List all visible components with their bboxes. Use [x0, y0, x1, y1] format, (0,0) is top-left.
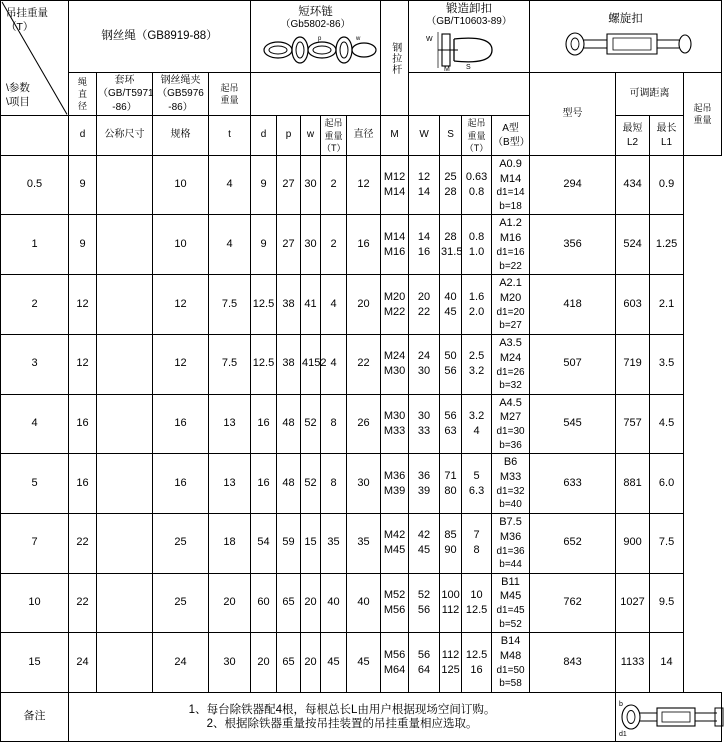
header-sym-lift1: t: [209, 116, 251, 155]
cell-rope-diameter: 12: [69, 275, 97, 335]
cell-shackle-W: 52 56: [409, 573, 440, 633]
cell-shackle-S: 28 31.5: [440, 215, 462, 275]
corner-header-weight: 吊挂重量（T）: [6, 7, 48, 33]
cell-rope-clip: 12: [153, 275, 209, 335]
screw-model-dims: d1=32 b=40: [496, 485, 525, 511]
cell-L2: 294: [530, 155, 616, 215]
cell-thimble: [97, 573, 153, 633]
cell-rod-diameter: 26: [347, 394, 381, 454]
cell-hang-weight: 3: [1, 334, 69, 394]
cell-screw-lift: 14: [650, 633, 684, 693]
turnbuckle-detail-icon: [617, 694, 725, 740]
cell-shackle-S: 50 56: [440, 334, 462, 394]
cell-chain-t: 9: [251, 215, 277, 275]
cell-chain-lift: 8: [321, 394, 347, 454]
screw-model-name: B14 M48: [499, 635, 522, 663]
cell-shackle-lift: 1.6 2.0: [462, 275, 492, 335]
header-wire-rope-group: 钢丝绳（GB8919-88）: [69, 1, 251, 73]
footer-note-2: 2、根据除铁器重量按吊挂装置的吊挂重量相应选取。: [206, 717, 478, 730]
header-row-subgroups: [1, 72, 722, 116]
cell-shackle-lift: 10 12.5: [462, 573, 492, 633]
cell-shackle-lift: 3.2 4: [462, 394, 492, 454]
cell-rod-diameter: 20: [347, 275, 381, 335]
header-rope-diameter: 绳 直 径: [69, 72, 97, 116]
cell-shackle-S: 85 90: [440, 513, 462, 573]
cell-shackle-lift: 7 8: [462, 513, 492, 573]
cell-shackle-W: 36 39: [409, 454, 440, 514]
svg-text:p: p: [317, 35, 321, 42]
cell-shackle-S: 71 80: [440, 454, 462, 514]
svg-text:d1: d1: [619, 730, 627, 738]
cell-rod-diameter: 16: [347, 215, 381, 275]
cell-chain-lift: 4: [321, 275, 347, 335]
header-turnbuckle-group: 螺旋扣: [530, 1, 722, 73]
footer-note-1: 1、每台除铁器配4根，每根总长L由用户根据现场空间订购。: [188, 703, 496, 716]
cell-shackle-M: M12 M14: [381, 155, 409, 215]
cell-rope-lift: 13: [209, 394, 251, 454]
header-sym-rod-dia: 直径: [347, 116, 381, 155]
screw-model-name: A2.1 M20: [499, 277, 522, 305]
cell-shackle-lift: 12.5 16: [462, 633, 492, 693]
cell-chain-p: 30: [301, 215, 321, 275]
screw-model-name: A3.5 M24: [499, 336, 522, 364]
chain-link-icon: [256, 32, 376, 68]
cell-rope-diameter: 16: [69, 454, 97, 514]
cell-shackle-M: M52 M56: [381, 573, 409, 633]
cell-chain-t: 54: [251, 513, 277, 573]
cell-chain-t: 9: [251, 155, 277, 215]
header-forged-shackle-group: 锻造卸扣 （GB/T10603-89） W S M: [409, 1, 530, 73]
screw-model-dims: d1=26 b=32: [496, 366, 525, 392]
footer-row: [1, 692, 722, 741]
cell-rope-lift: 13: [209, 454, 251, 514]
table-row: [1, 215, 722, 275]
header-sym-nominal: 公称尺寸: [97, 116, 153, 155]
cell-shackle-S: 25 28: [440, 155, 462, 215]
cell-L1: 603: [616, 275, 650, 335]
cell-rope-lift: 4: [209, 155, 251, 215]
header-short-chain-group: 短环链 （Gb5802-86） p w: [251, 1, 381, 73]
header-sym-M: M: [381, 116, 409, 155]
cell-screw-lift: 7.5: [650, 513, 684, 573]
cell-chain-t: 12.5: [251, 275, 277, 335]
cell-chain-t: 12.5: [251, 334, 277, 394]
cell-shackle-M: M30 M33: [381, 394, 409, 454]
cell-rope-diameter: 16: [69, 394, 97, 454]
cell-L1: 524: [616, 215, 650, 275]
cell-shackle-S: 56 63: [440, 394, 462, 454]
cell-chain-p: 41: [301, 275, 321, 335]
cell-thimble: [97, 633, 153, 693]
header-sym-chain-d: d: [251, 116, 277, 155]
cell-chain-d: 38: [277, 275, 301, 335]
cell-chain-lift: 35: [321, 513, 347, 573]
cell-L2: 652: [530, 513, 616, 573]
cell-hang-weight: 4: [1, 394, 69, 454]
cell-shackle-S: 100 112: [440, 573, 462, 633]
cell-rope-clip: 16: [153, 454, 209, 514]
cell-chain-p: 20: [301, 573, 321, 633]
cell-screw-model: [492, 573, 530, 633]
screw-model-dims: d1=50 b=58: [496, 664, 525, 690]
cell-screw-lift: 3.5: [650, 334, 684, 394]
cell-rope-diameter: 12: [69, 334, 97, 394]
cell-hang-weight: 1: [1, 215, 69, 275]
cell-screw-model: [492, 454, 530, 514]
cell-screw-lift: 9.5: [650, 573, 684, 633]
svg-text:W: W: [426, 35, 433, 43]
cell-thimble: [97, 155, 153, 215]
corner-header-items: \参数 \项目: [6, 82, 30, 108]
cell-shackle-W: 14 16: [409, 215, 440, 275]
cell-chain-d: 48: [277, 394, 301, 454]
cell-chain-p: 4152: [301, 334, 321, 394]
cell-hang-weight: 5: [1, 454, 69, 514]
table-row: [1, 155, 722, 215]
cell-shackle-W: 20 22: [409, 275, 440, 335]
cell-L1: 1133: [616, 633, 650, 693]
svg-text:w: w: [355, 35, 360, 42]
screw-model-name: A0.9 M14: [499, 157, 522, 185]
cell-L1: 900: [616, 513, 650, 573]
cell-screw-model: [492, 155, 530, 215]
header-symbol-blank: [1, 116, 69, 155]
header-sym-L1: 最长 L1: [650, 116, 684, 155]
screw-model-dims: d1=20 b=27: [496, 306, 525, 332]
header-chain-image-spacer: [251, 72, 381, 116]
cell-shackle-M: M36 M39: [381, 454, 409, 514]
cell-chain-lift: 45: [321, 633, 347, 693]
cell-shackle-lift: 2.5 3.2: [462, 334, 492, 394]
cell-chain-lift: 2: [321, 155, 347, 215]
cell-rod-diameter: 12: [347, 155, 381, 215]
screw-model-name: B6 M33: [499, 456, 522, 484]
cell-screw-lift: 4.5: [650, 394, 684, 454]
header-model: 型号: [530, 72, 616, 155]
cell-shackle-M: M56 M64: [381, 633, 409, 693]
table-row: [1, 275, 722, 335]
cell-shackle-W: 12 14: [409, 155, 440, 215]
cell-L1: 434: [616, 155, 650, 215]
svg-text:S: S: [466, 63, 471, 71]
cell-shackle-M: M24 M30: [381, 334, 409, 394]
cell-thimble: [97, 454, 153, 514]
cell-rod-diameter: 30: [347, 454, 381, 514]
cell-rope-lift: 30: [209, 633, 251, 693]
header-sym-L2: 最短 L2: [616, 116, 650, 155]
cell-chain-d: 65: [277, 633, 301, 693]
svg-text:b: b: [619, 700, 623, 708]
cell-rope-clip: 10: [153, 215, 209, 275]
header-sym-chain-w: w: [301, 116, 321, 155]
cell-rope-diameter: 9: [69, 215, 97, 275]
cell-thimble: [97, 275, 153, 335]
cell-L1: 1027: [616, 573, 650, 633]
cell-rope-clip: 25: [153, 573, 209, 633]
cell-shackle-W: 56 64: [409, 633, 440, 693]
cell-L2: 843: [530, 633, 616, 693]
screw-model-name: A1.2 M16: [499, 217, 522, 245]
cell-screw-model: [492, 633, 530, 693]
cell-screw-model: [492, 215, 530, 275]
cell-shackle-S: 40 45: [440, 275, 462, 335]
cell-rope-diameter: 22: [69, 513, 97, 573]
screw-model-dims: d1=36 b=44: [496, 545, 525, 571]
cell-rope-lift: 4: [209, 215, 251, 275]
cell-rope-clip: 10: [153, 155, 209, 215]
screw-model-dims: d1=45 b=52: [496, 605, 525, 630]
footer-diagram-cell: [616, 692, 722, 741]
cell-L2: 545: [530, 394, 616, 454]
corner-header: [1, 1, 69, 116]
cell-chain-d: 48: [277, 454, 301, 514]
header-rope-clip: 钢丝绳夹 （GB5976 -86）: [153, 72, 209, 116]
cell-hang-weight: 15: [1, 633, 69, 693]
table-row: [1, 573, 722, 633]
header-sym-chain-lift: 起吊 重量 （T）: [321, 116, 347, 155]
cell-L2: 762: [530, 573, 616, 633]
cell-screw-model: [492, 275, 530, 335]
header-row-groups: [1, 1, 722, 73]
cell-L1: 719: [616, 334, 650, 394]
cell-chain-t: 16: [251, 394, 277, 454]
cell-chain-t: 20: [251, 633, 277, 693]
cell-rope-clip: 25: [153, 513, 209, 573]
table-row: [1, 633, 722, 693]
cell-chain-t: 60: [251, 573, 277, 633]
cell-thimble: [97, 215, 153, 275]
screw-model-dims: d1=30 b=36: [496, 426, 525, 451]
cell-hang-weight: 7: [1, 513, 69, 573]
cell-rope-lift: 7.5: [209, 275, 251, 335]
cell-chain-d: 27: [277, 215, 301, 275]
cell-chain-p: 52: [301, 394, 321, 454]
cell-chain-p: 52: [301, 454, 321, 514]
cell-chain-d: 65: [277, 573, 301, 633]
cell-chain-lift: 2: [321, 215, 347, 275]
cell-hang-weight: 0.5: [1, 155, 69, 215]
header-sym-W: W: [409, 116, 440, 155]
cell-screw-lift: 2.1: [650, 275, 684, 335]
cell-rod-diameter: 40: [347, 573, 381, 633]
cell-shackle-M: M42 M45: [381, 513, 409, 573]
screw-model-dims: d1=16 b=22: [496, 247, 525, 272]
cell-rope-clip: 16: [153, 394, 209, 454]
cell-chain-d: 38: [277, 334, 301, 394]
cell-shackle-M: M20 M22: [381, 275, 409, 335]
turnbuckle-icon: [561, 27, 691, 61]
cell-shackle-lift: 0.63 0.8: [462, 155, 492, 215]
cell-L2: 507: [530, 334, 616, 394]
cell-chain-d: 27: [277, 155, 301, 215]
footer-label: 备注: [1, 692, 69, 741]
cell-rope-clip: 24: [153, 633, 209, 693]
header-sym-spec: 规格: [153, 116, 209, 155]
cell-thimble: [97, 334, 153, 394]
cell-rope-diameter: 9: [69, 155, 97, 215]
cell-rope-lift: 7.5: [209, 334, 251, 394]
cell-screw-model: [492, 394, 530, 454]
cell-shackle-S: 112 125: [440, 633, 462, 693]
cell-shackle-W: 30 33: [409, 394, 440, 454]
table-row: [1, 334, 722, 394]
header-thimble: 套环 （GB/T5971 -86）: [97, 72, 153, 116]
cell-thimble: [97, 394, 153, 454]
cell-chain-lift: 4: [321, 334, 347, 394]
cell-screw-model: [492, 513, 530, 573]
header-adjust-distance: 可调距离: [616, 72, 684, 116]
header-lift-weight-rope: 起吊 重量: [209, 72, 251, 116]
cell-chain-lift: 40: [321, 573, 347, 633]
cell-chain-p: 30: [301, 155, 321, 215]
cell-L1: 757: [616, 394, 650, 454]
cell-L1: 881: [616, 454, 650, 514]
header-sym-chain-p: p: [277, 116, 301, 155]
cell-screw-lift: 0.9: [650, 155, 684, 215]
screw-model-name: B11 M45: [499, 575, 522, 603]
cell-chain-d: 59: [277, 513, 301, 573]
header-sym-model-type: A型 （B型）: [492, 116, 530, 155]
cell-screw-lift: 1.25: [650, 215, 684, 275]
cell-shackle-W: 24 30: [409, 334, 440, 394]
cell-shackle-W: 42 45: [409, 513, 440, 573]
footer-notes: [69, 692, 616, 741]
cell-rope-lift: 20: [209, 573, 251, 633]
shackle-icon: [414, 29, 524, 71]
cell-screw-model: [492, 334, 530, 394]
cell-shackle-lift: 5 6.3: [462, 454, 492, 514]
cell-chain-t: 16: [251, 454, 277, 514]
header-steel-rod: 钢拉杆: [381, 1, 409, 116]
cell-L2: 633: [530, 454, 616, 514]
table-row: [1, 394, 722, 454]
cell-L2: 418: [530, 275, 616, 335]
cell-hang-weight: 10: [1, 573, 69, 633]
header-sym-shackle-lift: 起吊 重量 （T）: [462, 116, 492, 155]
cell-chain-p: 15: [301, 513, 321, 573]
header-sym-d: d: [69, 116, 97, 155]
cell-hang-weight: 2: [1, 275, 69, 335]
cell-screw-lift: 6.0: [650, 454, 684, 514]
cell-thimble: [97, 513, 153, 573]
cell-chain-p: 20: [301, 633, 321, 693]
cell-rope-diameter: 22: [69, 573, 97, 633]
cell-rope-diameter: 24: [69, 633, 97, 693]
table-row: [1, 513, 722, 573]
cell-rod-diameter: 22: [347, 334, 381, 394]
cell-shackle-M: M14 M16: [381, 215, 409, 275]
header-sym-S: S: [440, 116, 462, 155]
header-screw-lift: 起吊 重量: [684, 72, 722, 155]
cell-rope-clip: 12: [153, 334, 209, 394]
cell-shackle-lift: 0.8 1.0: [462, 215, 492, 275]
cell-rod-diameter: 35: [347, 513, 381, 573]
cell-L2: 356: [530, 215, 616, 275]
header-shackle-image-spacer: [409, 72, 530, 116]
svg-text:M: M: [444, 65, 450, 73]
screw-model-name: B7.5 M36: [499, 515, 522, 543]
table-row: [1, 454, 722, 514]
cell-chain-lift: 8: [321, 454, 347, 514]
screw-model-dims: d1=14 b=18: [496, 187, 525, 212]
screw-model-name: A4.5 M27: [499, 396, 522, 424]
cell-rod-diameter: 45: [347, 633, 381, 693]
cell-rope-lift: 18: [209, 513, 251, 573]
